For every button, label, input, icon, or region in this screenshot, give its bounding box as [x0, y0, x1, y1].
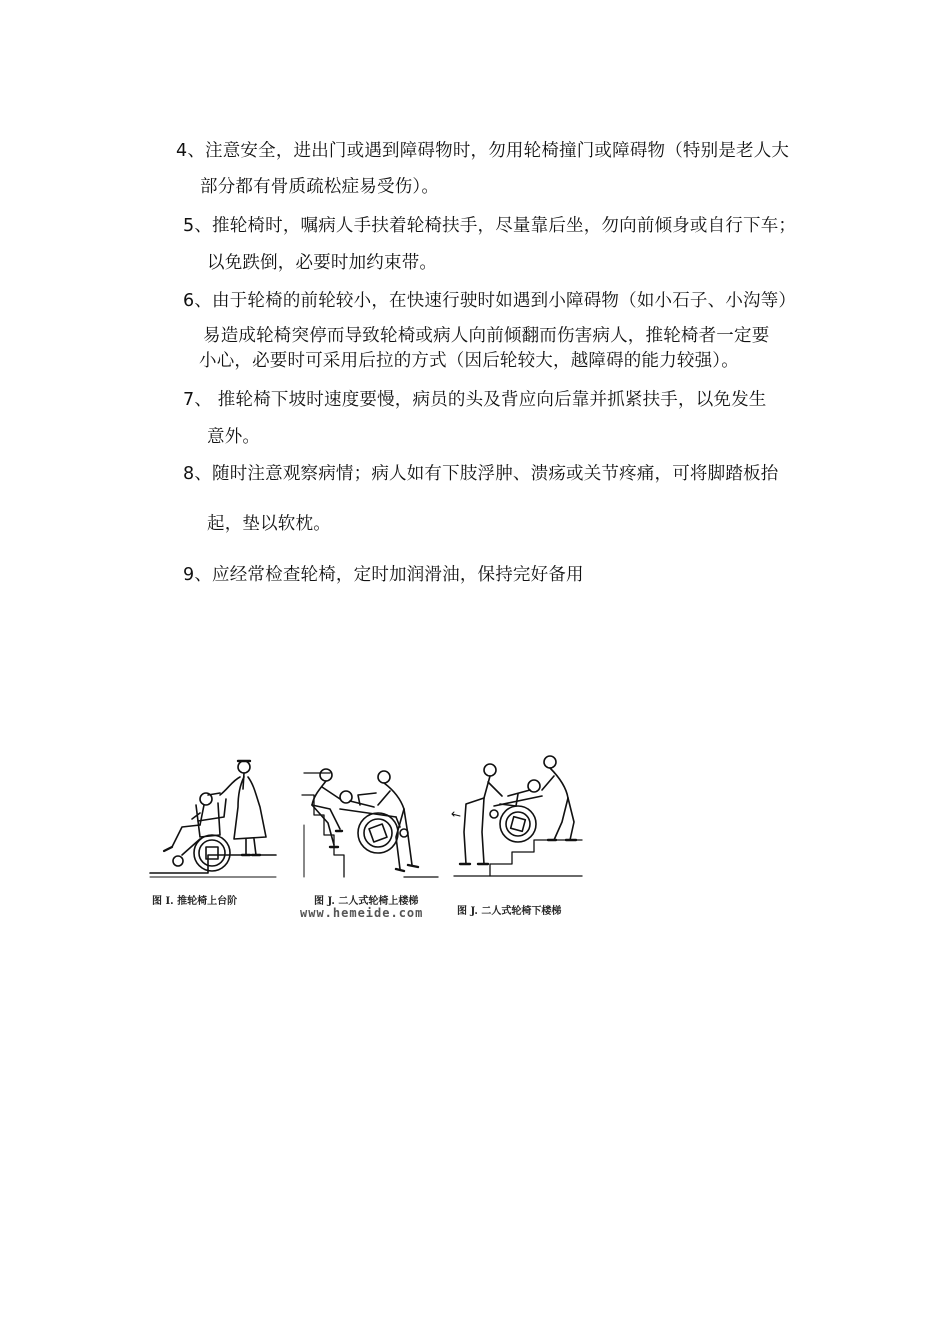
figure-2-caption: 图 J. 二人式轮椅上楼梯	[314, 896, 419, 907]
item-8-line-2: 起，垫以软枕。	[207, 514, 331, 534]
figure-two-person-downstairs	[450, 752, 585, 887]
figure-wheelchair-up-step	[148, 755, 278, 885]
item-8-line-1: 8、随时注意观察病情；病人如有下肢浮肿、溃疡或关节疼痛，可将脚踏板抬	[183, 464, 779, 484]
item-6-line-1: 6、由于轮椅的前轮较小，在快速行驶时如遇到小障碍物（如小石子、小沟等）	[183, 291, 797, 311]
watermark-url: www.hemeide.com	[300, 906, 424, 920]
item-5-line-2: 以免跌倒，必要时加约束带。	[207, 253, 438, 273]
item-7-line-1: 7、 推轮椅下坡时速度要慢，病员的头及背应向后靠并抓紧扶手，以免发生	[183, 390, 767, 410]
item-4-line-1: 4、注意安全，进出门或遇到障碍物时，勿用轮椅撞门或障碍物（特别是老人大	[176, 141, 790, 161]
item-4-line-2: 部分都有骨质疏松症易受伤）。	[200, 177, 440, 197]
item-6-line-3: 小心，必要时可采用后拉的方式（因后轮较大，越障碍的能力较强）。	[199, 351, 739, 371]
item-6-line-2: 易造成轮椅突停而导致轮椅或病人向前倾翻而伤害病人，推轮椅者一定要	[203, 326, 770, 346]
figure-3-caption: 图 J. 二人式轮椅下楼梯	[457, 906, 562, 917]
item-9-line-1: 9、应经常检查轮椅，定时加润滑油，保持完好备用	[183, 565, 584, 585]
item-5-line-1: 5、推轮椅时，嘱病人手扶着轮椅扶手，尽量靠后坐，勿向前倾身或自行下车；	[183, 216, 797, 236]
figure-two-person-upstairs	[300, 765, 440, 880]
figure-1-caption: 图 I. 推轮椅上台阶	[152, 896, 238, 907]
item-7-line-2: 意外。	[207, 427, 261, 447]
